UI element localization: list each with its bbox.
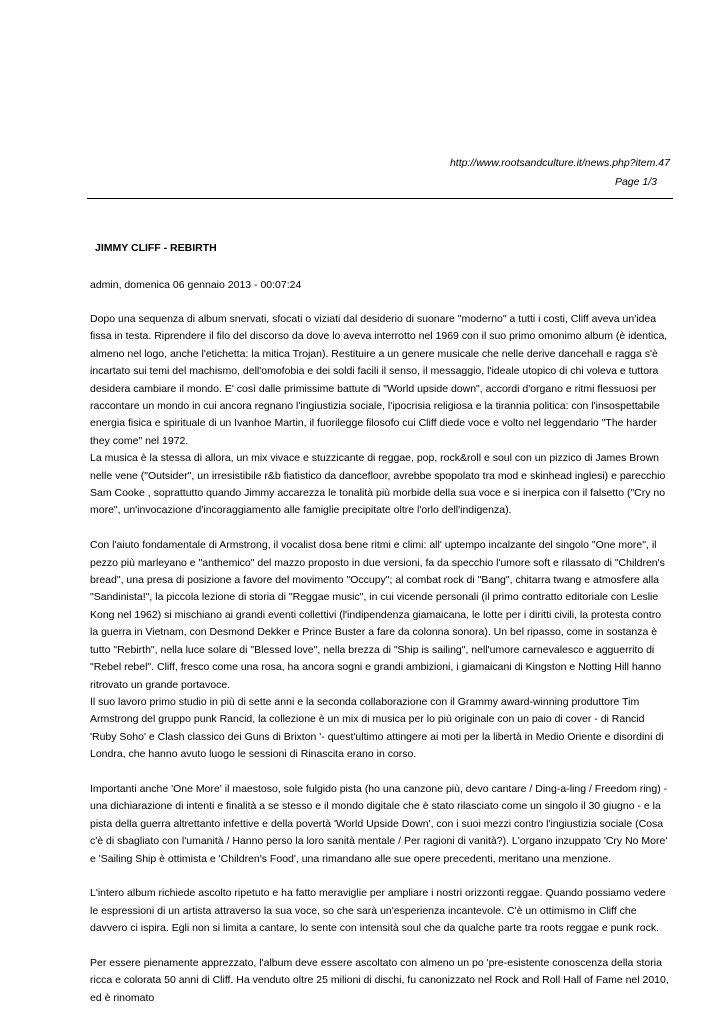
paragraph: Importanti anche 'One More' il maestoso, sole fulgido pista (ho una canzone più, devo cantare / Ding-a-ling / Freedom ring) - una dichiarazione di intenti e finalità a se stesso e il mondo digitale che è stato rilasciato come un singolo il 30 giugno - e la pista della guerra altrettanto infettive e della povertà 'World Upside Down', con i suoi mezzi contro l'ingiustizia sociale (Cosa c'è di sbagliato con l'umanità / Hanno perso la loro sanità mentale / Per ragioni di vanità?). L'organo inzuppato 'Cry No More' e 'Sailing Ship è ottimista e 'Children's Food', una rimandano alle sue opere precedenti, meritano una menzione.	[90, 782, 668, 865]
article-meta: admin, domenica 06 gennaio 2013 - 00:07:24	[90, 279, 302, 291]
paragraph: L'intero album richiede ascolto ripetuto e ha fatto meraviglie per ampliare i nostri orizzonti reggae. Quando possiamo vedere le espressioni di un artista attraverso la sua voce, so che sarà un'esperienza incantevole. C'è un ottimismo in Cliff che davvero ci ispira. Egli non si limita a cantare, lo sente con intensità soul che da qualche parte tra roots reggae e punk rock.	[90, 887, 666, 935]
paragraph: Per essere pienamente apprezzato, l'album deve essere ascoltato con almeno un po 'pre-esistente conoscenza della storia ricca e colorata 50 anni di Cliff. Ha venduto oltre 25 milioni di dischi, fu canonizzato nel Rock and Roll Hall of Fame nel 2010, ed è rinomato	[90, 956, 669, 1004]
paragraph: Dopo una sequenza di album snervati, sfocati o viziati dal desiderio di suonare "moderno" a tutti i costi, Cliff aveva un'idea fissa in testa. Riprendere il filo del discorso da dove lo aveva interrotto nel 1969 con il suo primo omonimo album (è identica, almeno nel logo, anche l'etichetta: la mitica Trojan). Restituire a un genere musicale che nelle derive dancehall e ragga s'è incartato sui temi del machismo, dell'omofobia e dei soldi facili il senso, il messaggio, l'ideale utopico di chi voleva e tuttora desidera cambiare il mondo. E' così dalle primissime battute di "World upside down", accordi d'organo e ritmi flessuosi per raccontare un mondo in cui ancora regnano l'ingiustizia sociale, l'ipocrisia religiosa e la tirannia politica: con l'insospettabile energia fisica e spirituale di un Ivanhoe Martin, il fuorilegge filosofo cui Cliff diede voce e volto nel leggendario "The harder they come" nel 1972.	[90, 313, 668, 447]
source-url[interactable]: http://www.rootsandculture.it/news.php?item.47	[449, 157, 670, 169]
page-number: Page 1/3	[614, 176, 657, 188]
paragraph: Il suo lavoro primo studio in più di sette anni e la seconda collaborazione con il Grammy award-winning produttore Tim Armstrong del gruppo punk Rancid, la collezione è un mix di musica per lo più originale con un paio di cover - di Rancid 'Ruby Soho' e Clash classico dei Guns di Brixton '- quest'ultimo attingere ai moti per la libertà in Medio Oriente e disordini di Londra, che hanno avuto luogo le sessioni di Rinascita erano in corso.	[90, 695, 664, 761]
header-divider	[87, 198, 673, 199]
article-body	[90, 311, 670, 1025]
paragraph: Con l'aiuto fondamentale di Armstrong, il vocalist dosa bene ritmi e climi: all' uptempo incalzante del singolo "One more", il pezzo più marleyano e "anthemico" del mazzo proposto in due versioni, fa da specchio l'umore soft e rilassato di "Children's bread", una presa di posizione a favore del movimento "Occupy"; al combat rock di "Bang", chitarra twang e atmosfere alla "Sandinista!", la piccola lezione di storia di "Reggae music", in cui vicende personali (il primo contratto editoriale con Leslie Kong nel 1962) si mischiano ai grandi eventi collettivi (l'indipendenza giamaicana, le lotte per i diritti civili, la protesta contro la guerra in Vietnam, con Desmond Dekker e Prince Buster a fare da colonna sonora). Un bel ripasso, come in sostanza è tutto "Rebirth", nella luce solare di "Blessed love", nella brezza di "Ship is sailing", nell'umore carnevalesco e agguerrito di "Rebel rebel". Cliff, fresco come una rosa, ha ancora sogni e grandi ambizioni, i giamaicani di Kingston e Notting Hill hanno ritrovato un grande portavoce.	[90, 539, 665, 691]
paragraph: La musica è la stessa di allora, un mix vivace e stuzzicante di reggae, pop, rock&roll e soul con un pizzico di James Brown nelle vene ("Outsider", un irresistibile r&b fiatistico da dancefloor, avrebbe spopolato tra mod e skinhead inglesi) e parecchio Sam Cooke , soprattutto quando Jimmy accarezza le tonalità più morbide della sua voce e si inerpica con il falsetto ("Cry no more", un'invocazione d'incoraggiamento alle famiglie precipitate oltre l'orlo dell'indigenza).	[90, 452, 666, 517]
article-title: JIMMY CLIFF - REBIRTH	[95, 242, 217, 254]
